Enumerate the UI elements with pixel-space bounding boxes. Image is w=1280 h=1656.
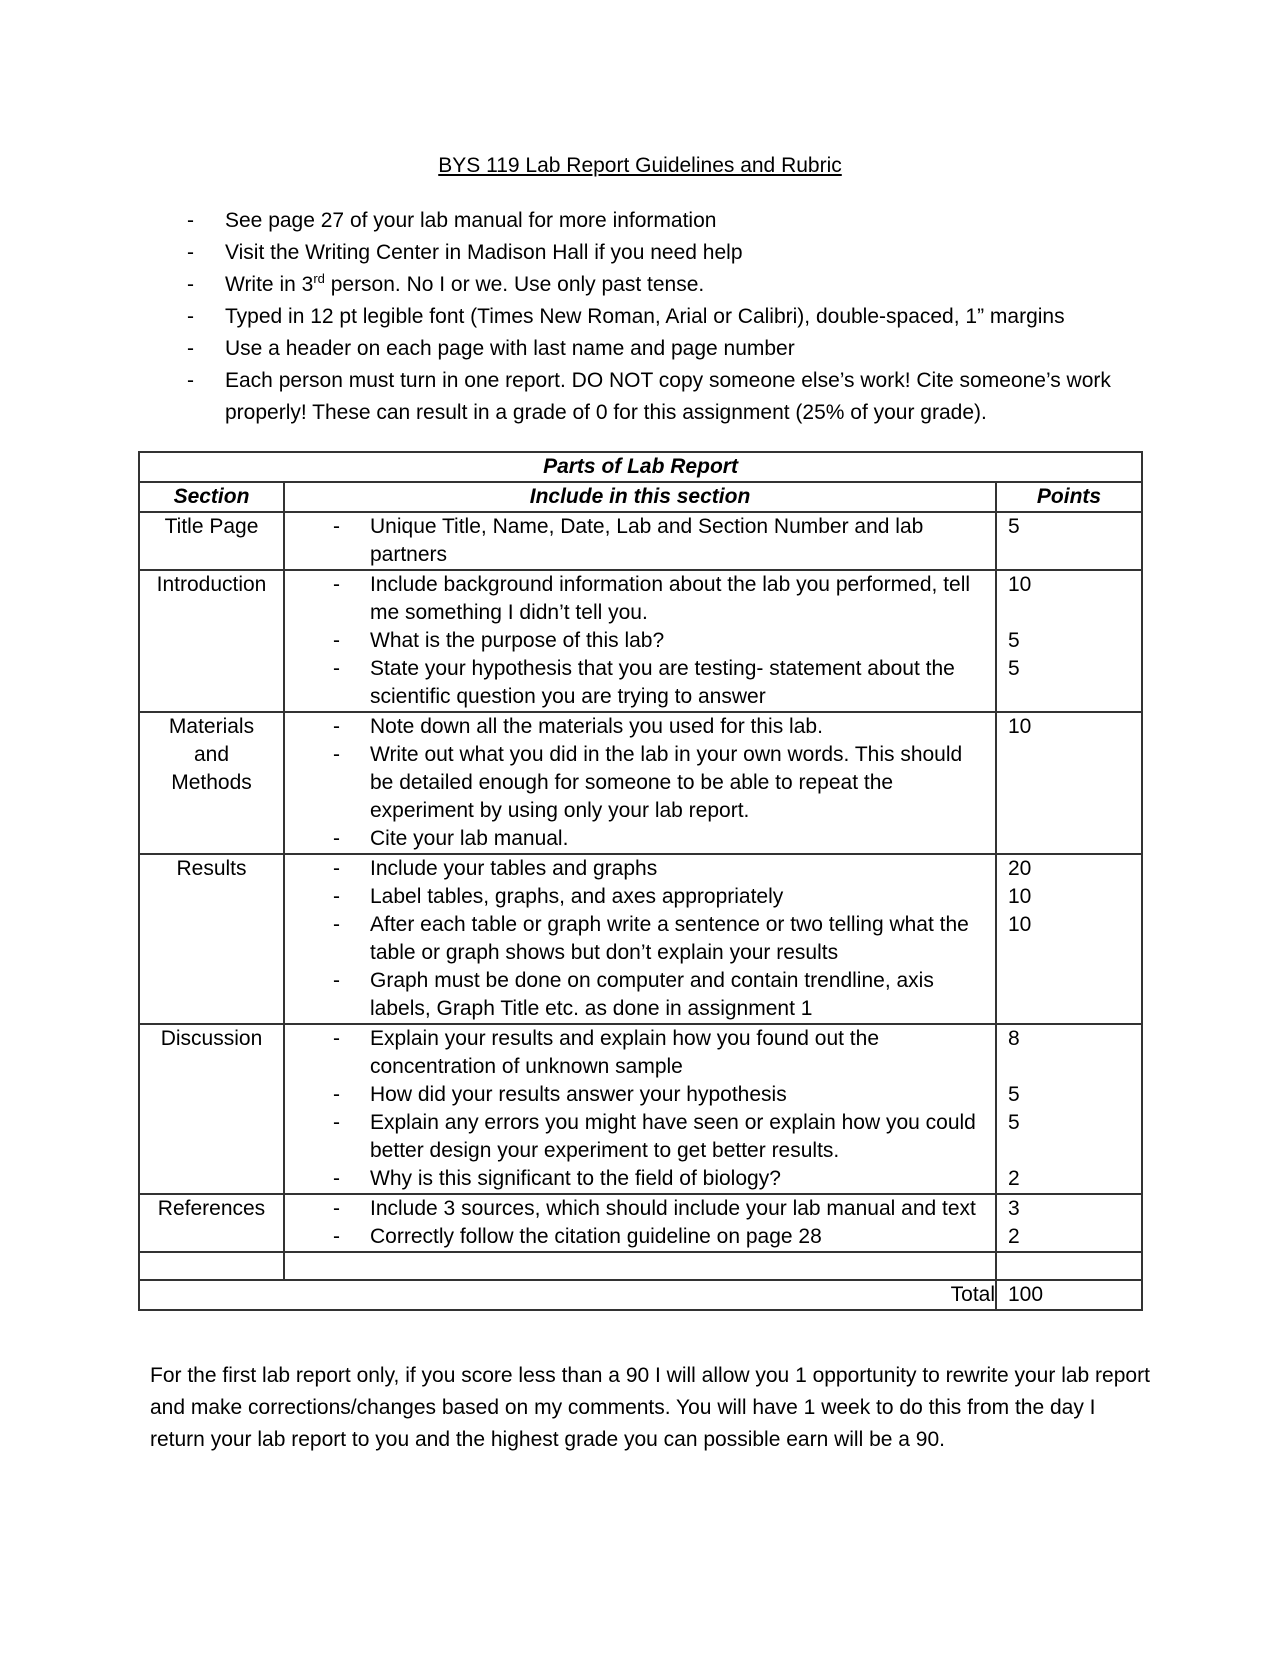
table-row <box>139 712 1142 854</box>
points-value: 8 <box>1008 1027 1020 1050</box>
item-text: Explain any errors you might have seen or explain how you could better design your experiment to get better results. <box>370 1111 976 1162</box>
list-item <box>285 1165 995 1193</box>
points-value: 10 <box>1008 715 1032 738</box>
item-text: Unique Title, Name, Date, Lab and Section Number and lab partners <box>370 515 924 566</box>
points-value: 2 <box>1008 1225 1020 1248</box>
item-text: State your hypothesis that you are testing- statement about the scientific question you are trying to answer <box>370 657 955 708</box>
bullet-dash: - <box>333 827 340 850</box>
rubric-body <box>139 512 1142 1252</box>
section-name: References <box>157 1197 266 1220</box>
item-text: Label tables, graphs, and axes appropriately <box>370 885 784 908</box>
points-cell <box>996 512 1142 570</box>
guideline-superscript: rd <box>313 271 325 286</box>
list-item <box>180 237 1140 269</box>
section-name: Title Page <box>164 515 259 538</box>
total-label: Total <box>139 1280 996 1310</box>
table-row-empty <box>139 1252 1142 1280</box>
item-text: After each table or graph write a sentence or two telling what the table or graph shows but don’t explain your results <box>370 913 969 964</box>
guideline-text: Use a header on each page with last name and page number <box>225 337 795 360</box>
section-name: Discussion <box>160 1027 263 1050</box>
list-item <box>285 571 995 627</box>
include-cell <box>284 712 996 854</box>
table-row <box>139 1194 1142 1252</box>
item-text: Include your tables and graphs <box>370 857 658 880</box>
list-item <box>180 205 1140 237</box>
bullet-dash: - <box>187 337 194 360</box>
points-value: 5 <box>1008 1083 1020 1106</box>
bullet-dash: - <box>333 629 340 652</box>
points-cell <box>996 1024 1142 1194</box>
list-item <box>285 1195 995 1223</box>
table-total-row <box>139 1280 1142 1310</box>
points-value: 5 <box>1008 515 1020 538</box>
points-value: 20 <box>1008 857 1032 880</box>
list-item <box>180 301 1140 333</box>
empty-cell <box>284 1252 996 1280</box>
list-item <box>285 741 995 825</box>
table-row <box>139 512 1142 570</box>
list-item <box>285 713 995 741</box>
bullet-dash: - <box>187 241 194 264</box>
section-cell <box>139 570 284 712</box>
points-value <box>1008 1137 1141 1165</box>
list-item <box>285 825 995 853</box>
item-text: Correctly follow the citation guideline on page 28 <box>370 1225 822 1248</box>
list-item <box>285 911 995 967</box>
bullet-dash: - <box>333 857 340 880</box>
bullet-dash: - <box>333 515 340 538</box>
empty-cell <box>996 1252 1142 1280</box>
footer-note: For the first lab report only, if you score less than a 90 I will allow you 1 opportunity to rewrite your lab report and make corrections/changes based on my comments. You will have 1 week to do this from the day I return your lab report to you and the highest grade you can possible earn will be a 90. <box>150 1364 1150 1451</box>
section-cell <box>139 712 284 854</box>
section-name: Methods <box>171 771 252 794</box>
bullet-dash: - <box>187 369 194 392</box>
list-item <box>285 1081 995 1109</box>
header-section: Section <box>139 482 284 512</box>
list-item <box>285 883 995 911</box>
section-cell <box>139 854 284 1024</box>
points-cell <box>996 1194 1142 1252</box>
guideline-text-pre: Write in 3 <box>225 273 314 296</box>
guideline-text: Each person must turn in one report. DO NOT copy someone else’s work! Cite someone’s work properly! These can result in a grade of 0 for this assignment (25% of your grade). <box>225 369 1111 424</box>
rubric-table <box>138 451 1143 1311</box>
item-text: Include background information about the lab you performed, tell me something I didn’t tell you. <box>370 573 971 624</box>
guideline-text <box>225 273 704 296</box>
include-cell <box>284 570 996 712</box>
bullet-dash: - <box>333 885 340 908</box>
list-item <box>285 967 995 1023</box>
list-item <box>180 365 1140 429</box>
bullet-dash: - <box>333 1083 340 1106</box>
table-row <box>139 1024 1142 1194</box>
bullet-dash: - <box>333 1167 340 1190</box>
empty-cell <box>139 1252 284 1280</box>
list-item <box>285 1223 995 1251</box>
header-include: Include in this section <box>284 482 996 512</box>
list-item <box>180 333 1140 365</box>
list-item <box>285 1025 995 1081</box>
points-value: 10 <box>1008 885 1032 908</box>
points-value: 10 <box>1008 573 1032 596</box>
table-row <box>139 854 1142 1024</box>
bullet-dash: - <box>333 573 340 596</box>
bullet-dash: - <box>333 715 340 738</box>
item-text: Write out what you did in the lab in your own words. This should be detailed enough for someone to be able to repeat the experiment by using only your lab report. <box>370 743 963 822</box>
item-text: Cite your lab manual. <box>370 827 569 850</box>
total-value: 100 <box>996 1280 1142 1310</box>
include-cell <box>284 512 996 570</box>
item-text: Why is this significant to the field of biology? <box>370 1167 781 1190</box>
bullet-dash: - <box>333 969 340 992</box>
header-points: Points <box>996 482 1142 512</box>
points-value <box>1008 599 1141 627</box>
points-cell <box>996 854 1142 1024</box>
bullet-dash: - <box>333 1197 340 1220</box>
bullet-dash: - <box>187 273 194 296</box>
section-cell <box>139 512 284 570</box>
points-value: 5 <box>1008 657 1020 680</box>
guideline-text: Typed in 12 pt legible font (Times New Roman, Arial or Calibri), double-spaced, 1” margins <box>225 305 1065 328</box>
section-name: Introduction <box>156 573 267 596</box>
guideline-text: See page 27 of your lab manual for more information <box>225 209 717 232</box>
bullet-dash: - <box>333 743 340 766</box>
page-title: BYS 119 Lab Report Guidelines and Rubric <box>438 154 842 177</box>
table-caption-row <box>139 452 1142 482</box>
points-value: 5 <box>1008 629 1020 652</box>
points-value: 10 <box>1008 913 1032 936</box>
points-value: 5 <box>1008 1111 1020 1134</box>
item-text: Note down all the materials you used for this lab. <box>370 715 823 738</box>
section-cell <box>139 1194 284 1252</box>
bullet-dash: - <box>333 1111 340 1134</box>
section-cell <box>139 1024 284 1194</box>
bullet-dash: - <box>333 1225 340 1248</box>
bullet-dash: - <box>187 209 194 232</box>
points-cell <box>996 570 1142 712</box>
points-value: 3 <box>1008 1197 1020 1220</box>
table-header-row <box>139 482 1142 512</box>
section-name: Results <box>176 857 247 880</box>
list-item <box>285 513 995 569</box>
item-text: Explain your results and explain how you found out the concentration of unknown sample <box>370 1027 879 1078</box>
bullet-dash: - <box>187 305 194 328</box>
points-cell <box>996 712 1142 854</box>
include-cell <box>284 1194 996 1252</box>
points-value: 2 <box>1008 1167 1020 1190</box>
bullet-dash: - <box>333 657 340 680</box>
include-cell <box>284 1024 996 1194</box>
section-name: Materials <box>168 715 255 738</box>
table-row <box>139 570 1142 712</box>
list-item <box>285 627 995 655</box>
list-item <box>180 269 1140 301</box>
bullet-dash: - <box>333 913 340 936</box>
table-caption: Parts of Lab Report <box>139 452 1142 482</box>
bullet-dash: - <box>333 1027 340 1050</box>
list-item <box>285 655 995 711</box>
item-text: Graph must be done on computer and contain trendline, axis labels, Graph Title etc. as done in assignment 1 <box>370 969 934 1020</box>
list-item <box>285 855 995 883</box>
item-text: How did your results answer your hypothesis <box>370 1083 787 1106</box>
include-cell <box>284 854 996 1024</box>
guideline-text-post: person. No I or we. Use only past tense. <box>324 273 705 296</box>
points-value <box>1008 1053 1141 1081</box>
item-text: Include 3 sources, which should include your lab manual and text <box>370 1197 976 1220</box>
guideline-text: Visit the Writing Center in Madison Hall if you need help <box>225 241 743 264</box>
list-item <box>285 1109 995 1165</box>
guidelines-list <box>180 205 1140 429</box>
section-name: and <box>193 743 230 766</box>
item-text: What is the purpose of this lab? <box>370 629 665 652</box>
